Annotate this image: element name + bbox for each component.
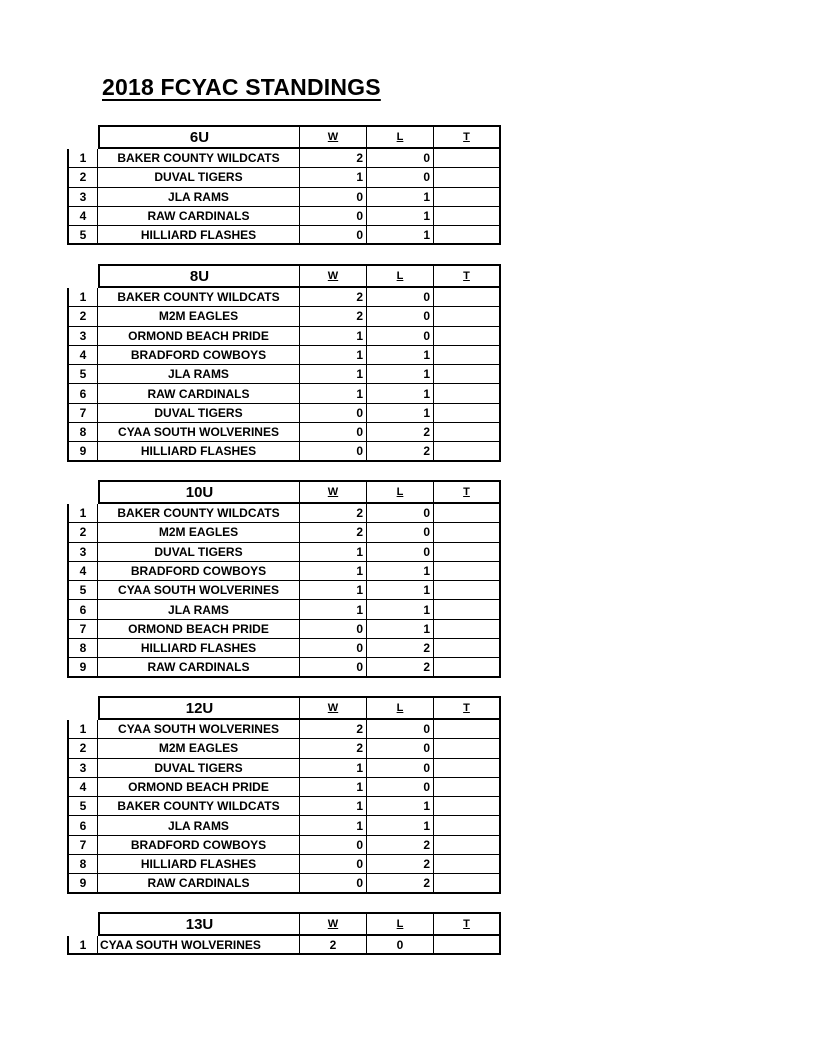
losses-cell: 1 [367, 226, 434, 245]
rank-cell: 3 [67, 188, 98, 207]
wins-cell: 0 [300, 836, 367, 855]
wins-cell: 1 [300, 168, 367, 187]
ties-cell [434, 658, 501, 677]
wins-cell: 2 [300, 720, 367, 739]
rank-cell: 5 [67, 581, 98, 600]
ties-cell [434, 504, 501, 523]
ties-cell [434, 778, 501, 797]
ties-cell [434, 797, 501, 816]
ties-cell [434, 226, 501, 245]
table-header [67, 264, 501, 288]
wins-cell: 0 [300, 855, 367, 874]
table-row [67, 168, 501, 187]
table-row [67, 307, 501, 326]
division-name: 12U [98, 696, 300, 720]
division-name: 10U [98, 480, 300, 504]
ties-header: T [463, 270, 470, 282]
ties-cell [434, 836, 501, 855]
rank-cell: 6 [67, 384, 98, 403]
ties-cell [434, 404, 501, 423]
ties-header: T [463, 918, 470, 930]
wins-cell: 1 [300, 581, 367, 600]
wins-cell: 0 [300, 404, 367, 423]
team-name: M2M EAGLES [98, 523, 300, 542]
table-row [67, 327, 501, 346]
table-row [67, 404, 501, 423]
team-name: ORMOND BEACH PRIDE [98, 778, 300, 797]
rank-cell: 7 [67, 836, 98, 855]
team-name: RAW CARDINALS [98, 874, 300, 893]
ties-cell [434, 855, 501, 874]
ties-cell [434, 600, 501, 619]
wins-cell: 2 [300, 504, 367, 523]
rank-cell: 7 [67, 404, 98, 423]
ties-cell [434, 365, 501, 384]
rank-cell: 7 [67, 620, 98, 639]
table-row [67, 226, 501, 245]
rank-cell: 1 [67, 149, 98, 168]
table-row [67, 188, 501, 207]
team-name: RAW CARDINALS [98, 658, 300, 677]
losses-cell: 1 [367, 600, 434, 619]
wins-cell: 2 [300, 288, 367, 307]
division-10u-table [67, 480, 501, 678]
table-header [67, 480, 501, 504]
wins-cell: 0 [300, 188, 367, 207]
team-name: CYAA SOUTH WOLVERINES [98, 423, 300, 442]
ties-header: T [463, 131, 470, 143]
team-name: ORMOND BEACH PRIDE [98, 620, 300, 639]
losses-header: L [396, 486, 404, 498]
team-name: JLA RAMS [98, 600, 300, 619]
rank-cell: 8 [67, 855, 98, 874]
losses-cell: 0 [367, 327, 434, 346]
wins-cell: 2 [300, 936, 367, 955]
ties-cell [434, 620, 501, 639]
ties-cell [434, 523, 501, 542]
wins-cell: 2 [300, 739, 367, 758]
ties-cell [434, 346, 501, 365]
table-row [67, 543, 501, 562]
rank-cell: 4 [67, 207, 98, 226]
losses-cell: 0 [367, 936, 434, 955]
wins-cell: 0 [300, 874, 367, 893]
team-name: BAKER COUNTY WILDCATS [98, 149, 300, 168]
table-row [67, 639, 501, 658]
losses-cell: 1 [367, 562, 434, 581]
losses-header: L [396, 270, 404, 282]
ties-cell [434, 384, 501, 403]
losses-header: L [396, 702, 404, 714]
team-name: M2M EAGLES [98, 307, 300, 326]
wins-cell: 2 [300, 307, 367, 326]
table-row [67, 620, 501, 639]
rank-cell: 9 [67, 658, 98, 677]
division-name: 6U [98, 125, 300, 149]
rank-cell: 1 [67, 288, 98, 307]
table-row [67, 365, 501, 384]
team-name: BAKER COUNTY WILDCATS [98, 288, 300, 307]
wins-cell: 1 [300, 816, 367, 835]
losses-cell: 1 [367, 581, 434, 600]
ties-cell [434, 739, 501, 758]
ties-cell [434, 581, 501, 600]
team-name: JLA RAMS [98, 188, 300, 207]
table-header [67, 696, 501, 720]
rank-cell: 2 [67, 307, 98, 326]
team-name: HILLIARD FLASHES [98, 226, 300, 245]
team-name: DUVAL TIGERS [98, 543, 300, 562]
ties-cell [434, 720, 501, 739]
ties-cell [434, 543, 501, 562]
rank-cell: 9 [67, 874, 98, 893]
team-name: HILLIARD FLASHES [98, 442, 300, 461]
losses-cell: 2 [367, 639, 434, 658]
rank-cell: 3 [67, 327, 98, 346]
rank-cell: 2 [67, 523, 98, 542]
table-row [67, 759, 501, 778]
wins-cell: 1 [300, 346, 367, 365]
page-title: 2018 FCYAC STANDINGS [102, 74, 381, 100]
division-name: 13U [98, 912, 300, 936]
table-row [67, 423, 501, 442]
wins-cell: 1 [300, 327, 367, 346]
losses-cell: 0 [367, 168, 434, 187]
ties-cell [434, 168, 501, 187]
team-name: ORMOND BEACH PRIDE [98, 327, 300, 346]
table-row [67, 836, 501, 855]
wins-cell: 1 [300, 778, 367, 797]
team-name: BRADFORD COWBOYS [98, 562, 300, 581]
losses-cell: 1 [367, 404, 434, 423]
wins-cell: 1 [300, 365, 367, 384]
losses-header: L [396, 918, 404, 930]
table-row [67, 581, 501, 600]
table-row [67, 658, 501, 677]
losses-cell: 1 [367, 188, 434, 207]
wins-header: W [327, 131, 339, 143]
table-row [67, 739, 501, 758]
losses-cell: 1 [367, 620, 434, 639]
table-row [67, 562, 501, 581]
division-name: 8U [98, 264, 300, 288]
ties-cell [434, 188, 501, 207]
rank-cell: 3 [67, 759, 98, 778]
division-12u-table [67, 696, 501, 894]
ties-cell [434, 639, 501, 658]
rank-cell: 8 [67, 639, 98, 658]
losses-cell: 2 [367, 658, 434, 677]
rank-cell: 5 [67, 797, 98, 816]
table-row [67, 874, 501, 893]
losses-cell: 0 [367, 759, 434, 778]
ties-header: T [463, 702, 470, 714]
wins-cell: 0 [300, 423, 367, 442]
wins-cell: 0 [300, 620, 367, 639]
ties-cell [434, 442, 501, 461]
table-row [67, 149, 501, 168]
rank-cell: 4 [67, 346, 98, 365]
team-name: JLA RAMS [98, 816, 300, 835]
team-name: DUVAL TIGERS [98, 759, 300, 778]
ties-cell [434, 288, 501, 307]
wins-cell: 0 [300, 207, 367, 226]
table-row [67, 600, 501, 619]
rank-cell: 4 [67, 562, 98, 581]
table-row [67, 778, 501, 797]
wins-cell: 0 [300, 639, 367, 658]
ties-cell [434, 816, 501, 835]
wins-cell: 2 [300, 523, 367, 542]
losses-cell: 0 [367, 543, 434, 562]
losses-cell: 2 [367, 442, 434, 461]
ties-cell [434, 874, 501, 893]
table-row [67, 936, 501, 955]
table-row [67, 384, 501, 403]
table-row [67, 720, 501, 739]
division-8u-table [67, 264, 501, 462]
table-row [67, 523, 501, 542]
wins-header: W [327, 918, 339, 930]
rank-cell: 1 [67, 936, 98, 955]
wins-cell: 0 [300, 658, 367, 677]
ties-cell [434, 562, 501, 581]
losses-cell: 0 [367, 288, 434, 307]
rank-cell: 1 [67, 720, 98, 739]
rank-cell: 8 [67, 423, 98, 442]
team-name: RAW CARDINALS [98, 384, 300, 403]
ties-cell [434, 423, 501, 442]
table-row [67, 207, 501, 226]
losses-cell: 2 [367, 855, 434, 874]
wins-cell: 0 [300, 226, 367, 245]
ties-cell [434, 327, 501, 346]
rank-cell: 5 [67, 226, 98, 245]
team-name: BRADFORD COWBOYS [98, 836, 300, 855]
losses-cell: 1 [367, 346, 434, 365]
table-row [67, 442, 501, 461]
losses-cell: 0 [367, 523, 434, 542]
losses-cell: 2 [367, 874, 434, 893]
ties-cell [434, 936, 501, 955]
losses-header: L [396, 131, 404, 143]
losses-cell: 0 [367, 149, 434, 168]
wins-cell: 1 [300, 759, 367, 778]
ties-cell [434, 307, 501, 326]
rank-cell: 4 [67, 778, 98, 797]
wins-cell: 1 [300, 797, 367, 816]
division-6u-table [67, 125, 501, 245]
team-name: CYAA SOUTH WOLVERINES [98, 720, 300, 739]
losses-cell: 1 [367, 816, 434, 835]
rank-cell: 6 [67, 816, 98, 835]
losses-cell: 1 [367, 384, 434, 403]
team-name: HILLIARD FLASHES [98, 855, 300, 874]
losses-cell: 0 [367, 720, 434, 739]
losses-cell: 0 [367, 778, 434, 797]
losses-cell: 0 [367, 739, 434, 758]
losses-cell: 1 [367, 207, 434, 226]
team-name: RAW CARDINALS [98, 207, 300, 226]
team-name: BAKER COUNTY WILDCATS [98, 504, 300, 523]
losses-cell: 0 [367, 504, 434, 523]
wins-cell: 1 [300, 384, 367, 403]
table-row [67, 288, 501, 307]
rank-cell: 3 [67, 543, 98, 562]
wins-cell: 2 [300, 149, 367, 168]
rank-cell: 5 [67, 365, 98, 384]
team-name: CYAA SOUTH WOLVERINES [98, 581, 300, 600]
wins-cell: 0 [300, 442, 367, 461]
wins-header: W [327, 270, 339, 282]
wins-cell: 1 [300, 562, 367, 581]
table-row [67, 797, 501, 816]
team-name: DUVAL TIGERS [98, 168, 300, 187]
ties-header: T [463, 486, 470, 498]
team-name: CYAA SOUTH WOLVERINES [98, 936, 300, 955]
wins-header: W [327, 486, 339, 498]
ties-cell [434, 759, 501, 778]
wins-cell: 1 [300, 543, 367, 562]
rank-cell: 1 [67, 504, 98, 523]
table-row [67, 346, 501, 365]
team-name: DUVAL TIGERS [98, 404, 300, 423]
team-name: JLA RAMS [98, 365, 300, 384]
team-name: BAKER COUNTY WILDCATS [98, 797, 300, 816]
wins-cell: 1 [300, 600, 367, 619]
losses-cell: 1 [367, 365, 434, 384]
team-name: BRADFORD COWBOYS [98, 346, 300, 365]
table-header [67, 912, 501, 936]
losses-cell: 2 [367, 423, 434, 442]
ties-cell [434, 149, 501, 168]
team-name: M2M EAGLES [98, 739, 300, 758]
ties-cell [434, 207, 501, 226]
table-row [67, 855, 501, 874]
losses-cell: 1 [367, 797, 434, 816]
team-name: HILLIARD FLASHES [98, 639, 300, 658]
wins-header: W [327, 702, 339, 714]
rank-cell: 2 [67, 168, 98, 187]
table-header [67, 125, 501, 149]
losses-cell: 2 [367, 836, 434, 855]
table-row [67, 816, 501, 835]
division-13u-table [67, 912, 501, 955]
losses-cell: 0 [367, 307, 434, 326]
rank-cell: 9 [67, 442, 98, 461]
rank-cell: 2 [67, 739, 98, 758]
table-row [67, 504, 501, 523]
rank-cell: 6 [67, 600, 98, 619]
